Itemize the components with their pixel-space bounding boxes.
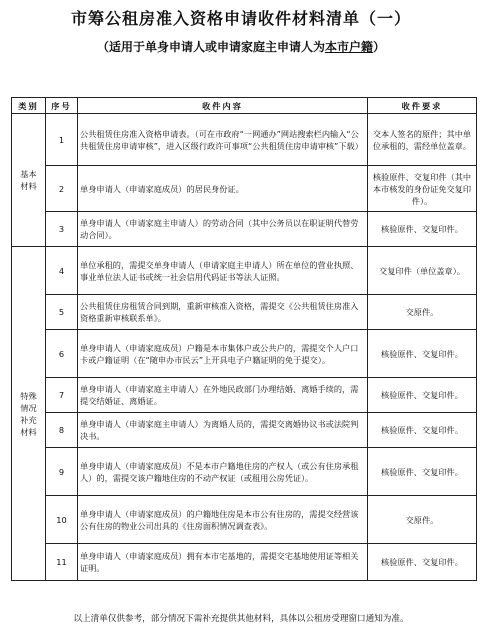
- subtitle-suffix: ）: [373, 40, 386, 54]
- row-content: 单身申请人（申请家庭成员）拥有本市宅基地的，需提交宅基地使用证等相关证明。: [78, 544, 368, 581]
- row-content: 单身申请人（申请家庭主申请人）为离婚人员的，需提交离婚协议书或法院判决书。: [78, 413, 368, 448]
- category-special: 特殊 情况 补充 材料: [12, 247, 46, 581]
- row-index: 4: [46, 247, 78, 295]
- table-row: [12, 496, 477, 544]
- row-content: 单身申请人（申请家庭主申请人）在外地民政部门办理结婚、离婚手续的，需提交结婚证、离婚证。: [78, 378, 368, 413]
- row-requirement: 交原件。: [368, 496, 477, 544]
- row-requirement: 核验原件、交复印件（其中本市核发的身份证免交复印件）。: [368, 166, 477, 212]
- category-basic: 基本 材料: [12, 114, 46, 247]
- row-index: 2: [46, 166, 78, 212]
- footer-note: 以上清单仅供参考，部分情况下需补充提供其他材料，具体以公租房受理窗口通知为准。: [73, 614, 409, 624]
- row-requirement: 交原件。: [368, 295, 477, 330]
- row-index: 9: [46, 448, 78, 496]
- row-content: 公共租赁住房准入资格申请表。（可在市政府“一网通办”网站搜索栏内输入“公共租赁住房申请审核”，进入区级行政许可事项“公共租赁住房申请审核”下载）: [78, 114, 368, 166]
- row-content: 单位承租的，需提交单身申请人（申请家庭主申请人）所在单位的营业执照、事业单位法人证书或统一社会信用代码证书等法人证照。: [78, 247, 368, 295]
- table-row: [12, 448, 477, 496]
- row-content: 单身申请人（申请家庭成员）的户籍地住房是本市公有住房的，需提交经营该公有住房的物业公司出具的《住房面积情况调查表》。: [78, 496, 368, 544]
- row-index: 1: [46, 114, 78, 166]
- table-row: [12, 212, 477, 247]
- table-row: [12, 295, 477, 330]
- row-requirement: 核验原件、交复印件。: [368, 413, 477, 448]
- row-requirement: 交复印件（单位盖章）。: [368, 247, 477, 295]
- row-index: 11: [46, 544, 78, 581]
- table-row: [12, 114, 477, 166]
- header-category: 类别: [12, 98, 46, 114]
- document-subtitle: [0, 38, 482, 55]
- row-requirement: 核验原件、交复印件。: [368, 448, 477, 496]
- row-index: 8: [46, 413, 78, 448]
- subtitle-prefix: （适用于单身申请人或申请家庭主申请人为: [96, 40, 325, 54]
- row-content: 公共租赁住房租赁合同到期，重新审核准入资格，需提交《公共租赁住房准入资格重新审核联系单》。: [78, 295, 368, 330]
- table-row: [12, 413, 477, 448]
- row-index: 5: [46, 295, 78, 330]
- table-header-row: [12, 98, 477, 114]
- row-index: 6: [46, 330, 78, 378]
- row-index: 7: [46, 378, 78, 413]
- row-requirement: 交本人签名的原件；其中单位承租的，需经单位盖章。: [368, 114, 477, 166]
- row-content: 单身申请人（申请家庭成员）户籍是本市集体户或公共户的，需提交个人户口卡或户籍证明（在“随申办市民云”上开具电子户籍证明的免于提交）。: [78, 330, 368, 378]
- document-title: 市筹公租房准入资格申请收件材料清单（一）: [70, 9, 411, 28]
- row-requirement: 核验原件、交复印件。: [368, 378, 477, 413]
- row-requirement: 核验原件、交复印件。: [368, 330, 477, 378]
- row-content: 单身申请人（申请家庭成员）的居民身份证。: [78, 166, 368, 212]
- header-content: 收件内容: [78, 98, 368, 114]
- row-index: 10: [46, 496, 78, 544]
- table-row: [12, 166, 477, 212]
- row-index: 3: [46, 212, 78, 247]
- table-row: [12, 378, 477, 413]
- materials-table: [11, 97, 477, 581]
- row-content: 单身申请人（申请家庭成员）不是本市户籍地住房的产权人（或公有住房承租人）的，需提交该户籍地住房的不动产权证（或租用公房凭证）。: [78, 448, 368, 496]
- header-index: 序号: [46, 98, 78, 114]
- table-row: [12, 544, 477, 581]
- header-requirement: 收件要求: [368, 98, 477, 114]
- row-content: 单身申请人（申请家庭主申请人）的劳动合同（其中公务员以在职证明代替劳动合同）。: [78, 212, 368, 247]
- row-requirement: 核验原件、交复印件。: [368, 212, 477, 247]
- table-row: [12, 330, 477, 378]
- row-requirement: 核验原件、交复印件。: [368, 544, 477, 581]
- subtitle-emphasis: 本市户籍: [324, 40, 373, 54]
- table-row: [12, 247, 477, 295]
